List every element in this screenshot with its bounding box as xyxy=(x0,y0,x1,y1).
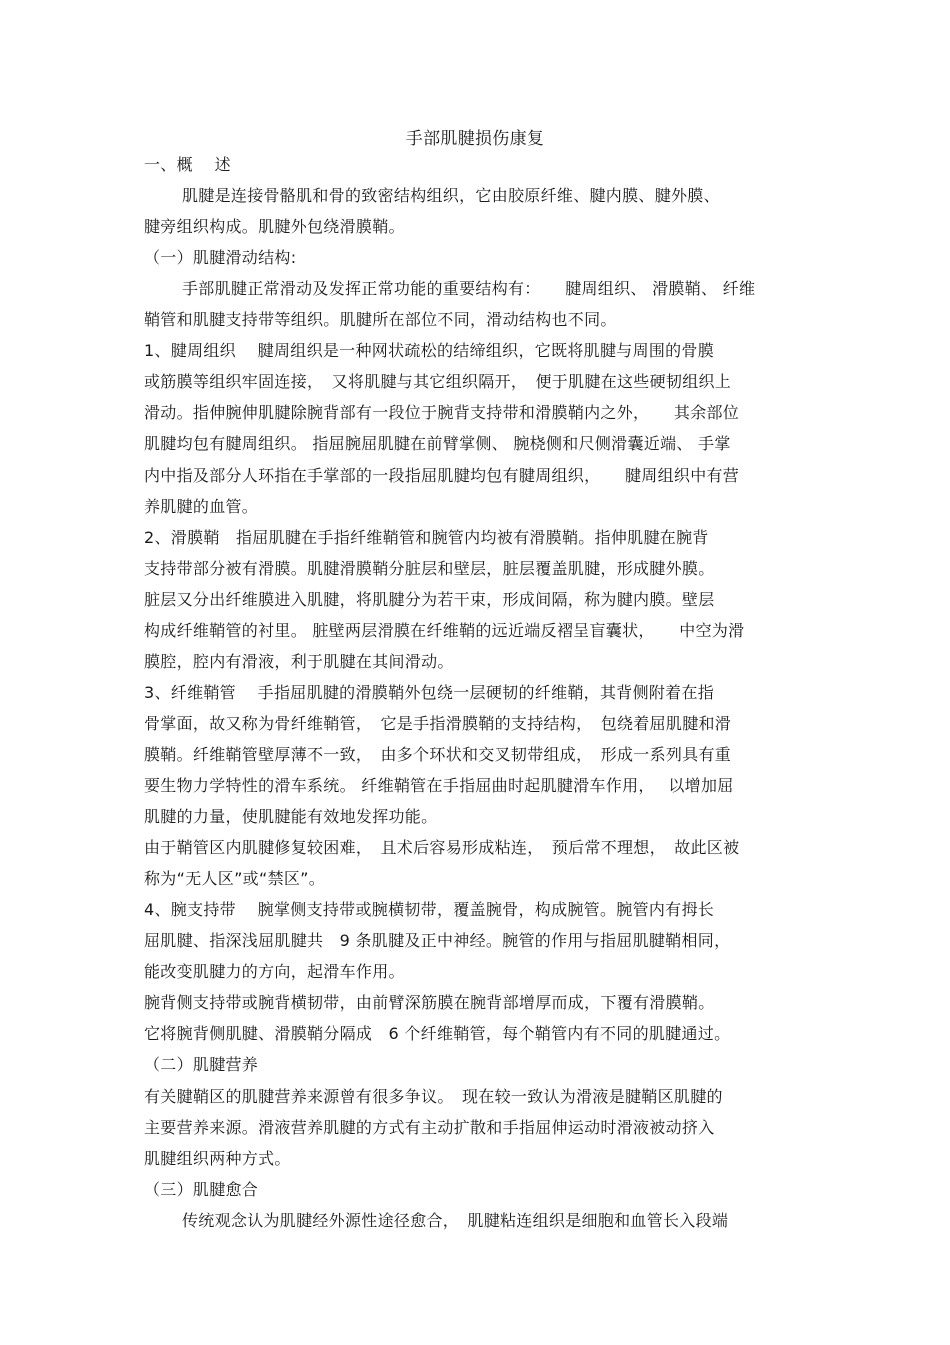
text-line: 鞘管和肌腱支持带等组织。肌腱所在部位不同，滑动结构也不同。 xyxy=(144,310,617,329)
text-line: （一）肌腱滑动结构: xyxy=(144,248,297,267)
text-line: 肌腱均包有腱周组织。 指屈腕屈肌腱在前臂掌侧、 腕桡侧和尺侧滑囊近端、 手掌 xyxy=(144,434,731,453)
text-line: 肌腱组织两种方式。 xyxy=(144,1149,291,1168)
text-line: 肌腱是连接骨骼肌和骨的致密结构组织，它由胶原纤维、腱内膜、腱外膜、 xyxy=(182,186,720,205)
text-line: 能改变肌腱力的方向，起滑车作用。 xyxy=(144,962,405,981)
text-line: 一、概 述 xyxy=(144,155,231,174)
text-line: 腕背侧支持带或腕背横韧带，由前臂深筋膜在腕背部增厚而成，下覆有滑膜鞘。 xyxy=(144,993,715,1012)
text-line: 滑动。指伸腕伸肌腱除腕背部有一段位于腕背支持带和滑膜鞘内之外， 其余部位 xyxy=(144,403,740,422)
text-line: 腱旁组织构成。肌腱外包绕滑膜鞘。 xyxy=(144,217,405,236)
text-line: 膜鞘。纤维鞘管壁厚薄不一致， 由多个环状和交叉韧带组成， 形成一系列具有重 xyxy=(144,745,732,764)
text-line: 2、滑膜鞘 指屈肌腱在手指纤维鞘管和腕管内均被有滑膜鞘。指伸肌腱在腕背 xyxy=(144,528,709,547)
text-line: 脏层又分出纤维膜进入肌腱，将肌腱分为若干束，形成间隔，称为腱内膜。壁层 xyxy=(144,590,715,609)
text-line: 肌腱的力量，使肌腱能有效地发挥功能。 xyxy=(144,807,438,826)
text-line: 1、腱周组织 腱周组织是一种网状疏松的结缔组织，它既将肌腱与周围的骨膜 xyxy=(144,341,715,360)
text-line: 屈肌腱、指深浅屈肌腱共 9 条肌腱及正中神经。腕管的作用与指屈肌腱鞘相同， xyxy=(144,931,731,950)
text-line: 膜腔，腔内有滑液，利于肌腱在其间滑动。 xyxy=(144,652,454,671)
text-line: （二）肌腱营养 xyxy=(144,1055,259,1074)
document-title: 手部肌腱损伤康复 xyxy=(405,129,545,149)
text-line: 构成纤维鞘管的衬里。 脏壁两层滑膜在纤维鞘的远近端反褶呈盲囊状， 中空为滑 xyxy=(144,621,745,640)
text-line: 4、腕支持带 腕掌侧支持带或腕横韧带，覆盖腕骨，构成腕管。腕管内有拇长 xyxy=(144,900,715,919)
text-line: 养肌腱的血管。 xyxy=(144,497,259,516)
text-line: 3、纤维鞘管 手指屈肌腱的滑膜鞘外包绕一层硬韧的纤维鞘，其背侧附着在指 xyxy=(144,683,715,702)
text-line: 支持带部分被有滑膜。肌腱滑膜鞘分脏层和壁层，脏层覆盖肌腱，形成腱外膜。 xyxy=(144,559,715,578)
text-line: 骨掌面，故又称为骨纤维鞘管， 它是手指滑膜鞘的支持结构， 包绕着屈肌腱和滑 xyxy=(144,714,732,733)
text-line: 内中指及部分人环指在手掌部的一段指屈肌腱均包有腱周组织， 腱周组织中有营 xyxy=(144,466,740,485)
text-line: 它将腕背侧肌腱、滑膜鞘分隔成 6 个纤维鞘管，每个鞘管内有不同的肌腱通过。 xyxy=(144,1024,731,1043)
text-line: 传统观念认为肌腱经外源性途径愈合， 肌腱粘连组织是细胞和血管长入段端 xyxy=(182,1211,729,1230)
text-line: 有关腱鞘区的肌腱营养来源曾有很多争议。 现在较一致认为滑液是腱鞘区肌腱的 xyxy=(144,1087,723,1106)
text-line: 由于鞘管区内肌腱修复较困难， 且术后容易形成粘连， 预后常不理想， 故此区被 xyxy=(144,838,740,857)
text-line: 或筋膜等组织牢固连接， 又将肌腱与其它组织隔开， 便于肌腱在这些硬韧组织上 xyxy=(144,372,732,391)
text-line: 称为“无人区”或“禁区”。 xyxy=(144,869,326,888)
text-line: 手部肌腱正常滑动及发挥正常功能的重要结构有： 腱周组织、 滑膜鞘、 纤维 xyxy=(182,279,756,298)
text-line: 主要营养来源。滑液营养肌腱的方式有主动扩散和手指屈伸运动时滑液被动挤入 xyxy=(144,1118,715,1137)
text-line: 要生物力学特性的滑车系统。 纤维鞘管在手指屈曲时起肌腱滑车作用， 以增加屈 xyxy=(144,776,734,795)
text-line: （三）肌腱愈合 xyxy=(144,1180,259,1199)
